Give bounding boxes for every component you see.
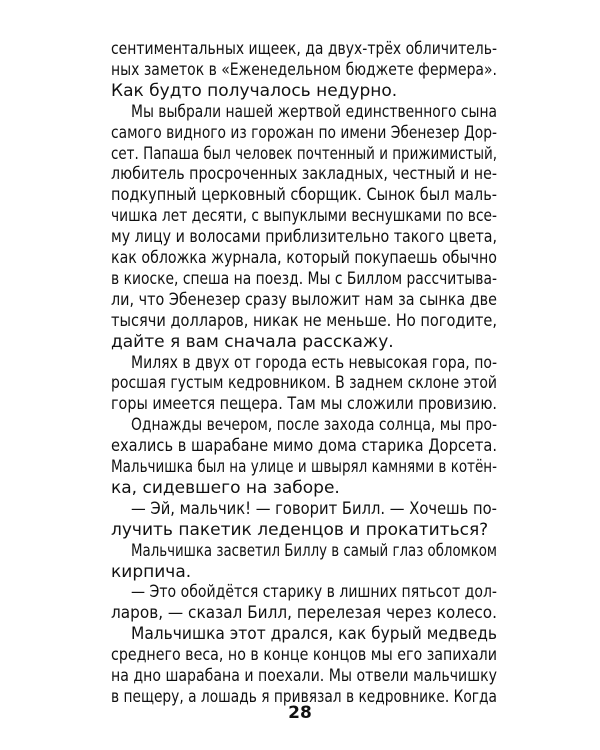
line-text: росшая густым кедровником. В заднем склоне этой: [111, 373, 497, 394]
line-text: — Эй, мальчик! — говорит Билл. — Хочешь по-: [131, 498, 497, 519]
line-text: как обложка журнала, который покупаешь обычно: [111, 248, 497, 268]
line-text: в киоске, спеша на поезд. Мы с Биллом рассчитыва-: [111, 268, 497, 289]
line-text: тысячи долларов, никак не меньше. Но погодите,: [111, 310, 497, 331]
line-text: ных заметок в «Еженедельном бюджете фермера».: [111, 59, 497, 80]
line-text: Как будто получалось недурно.: [111, 80, 398, 101]
line-text: сет. Папаша был человек почтенный и прижимистый,: [111, 143, 497, 164]
line-text: лучить пакетик леденцов и прокатиться?: [111, 519, 489, 540]
line-text: сентиментальных ищеек, да двух-трёх обличитель-: [111, 39, 497, 59]
line-text: на дно шарабана и поехали. Мы отвели мальчишку: [111, 666, 497, 686]
line-text: му лицу и волосами приблизительно такого цвета,: [111, 227, 497, 248]
line-text: в пещеру, а лошадь я привязал в кедровнике. Когда: [111, 686, 497, 707]
line-text: самого видного из горожан по имени Эбенезер Дор-: [111, 122, 497, 143]
page-number: 28: [288, 703, 312, 723]
line-text: ка, сидевшего на заборе.: [111, 477, 340, 498]
line-text: кирпича.: [111, 561, 192, 582]
line-text: дайте я вам сначала расскажу.: [111, 331, 394, 352]
line-text: Мы выбрали нашей жертвой единственного сына: [131, 101, 497, 122]
line-text: Мальчишка засветил Биллу в самый глаз обломком: [131, 540, 497, 561]
line-text: Однажды вечером, после захода солнца, мы про-: [131, 415, 497, 436]
line-text: горы имеется пещера. Там мы сложили провизию.: [111, 394, 497, 415]
line-text: любитель просроченных закладных, честный и не-: [111, 164, 497, 185]
line-text: Мальчишка был на улице и швырял камнями в котён-: [111, 457, 497, 477]
line-text: подкупный церковный сборщик. Сынок был маль-: [111, 185, 497, 206]
line-text: ли, что Эбенезер сразу выложит нам за сынка две: [111, 289, 497, 310]
line-text: среднего веса, но в конце концов мы его запихали: [111, 645, 497, 666]
line-text: Милях в двух от города есть невысокая гора, по-: [131, 352, 497, 373]
line-text: — Это обойдётся старику в лишних пятьсот дол-: [131, 582, 497, 603]
line-text: ехались в шарабане мимо дома старика Дорсета.: [111, 436, 497, 457]
line-text: чишка лет десяти, с выпуклыми веснушками по все-: [111, 206, 497, 227]
line-text: ларов, — сказал Билл, перелезая через колесо.: [111, 603, 497, 624]
line-text: Мальчишка этот дрался, как бурый медведь: [131, 624, 497, 645]
